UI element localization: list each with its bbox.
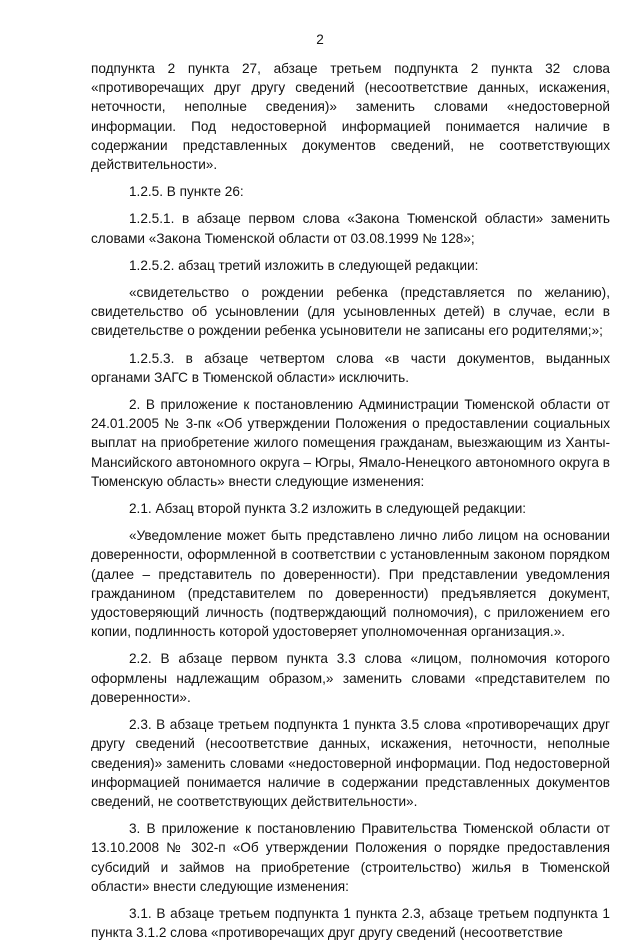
paragraph: 1.2.5. В пункте 26: (129, 184, 244, 200)
paragraph: 2.1. Абзац второй пункта 3.2 изложить в следующей редакции: (129, 501, 527, 517)
paragraph: 3.1. В абзаце третьем подпункта 1 пункта 2.3, абзаце третьем подпункта 1 пункта 3.1.2 слова «противоречащих друг другу сведений (несоответствие (91, 905, 610, 941)
paragraph: 2. В приложение к постановлению Администрации Тюменской области от 24.01.2005 № 3-пк «Об утверждении Положения о предоставлении социальных выплат на приобретение жилого помещения гражданам, выезжающим из Ханты-Мансийского автономного округа – Югры, Ямало-Ненецкого автономного округа в Тюменскую область» внести следующие изменения: (91, 397, 610, 489)
paragraph: 1.2.5.1. в абзаце первом слова «Закона Тюменской области» заменить словами «Закона Тюменской области от 03.08.1999 № 128»; (91, 211, 610, 246)
paragraph: подпункта 2 пункта 27, абзаце третьем подпункта 2 пункта 32 слова «противоречащих друг другу сведений (несоответствие данных, искажения, неточности, неполные сведения)» заменить словами «недостоверной информации. Под недостоверной информацией понимается наличие в содержании представленных документов сведений, не соответствующих действительности». (91, 61, 610, 173)
paragraph: 3. В приложение к постановлению Правительства Тюменской области от 13.10.2008 № 302-п «Об утверждении Положения о порядке предоставления субсидий и займов на приобретение (строительство) жилья в Тюменской области» внести следующие изменения: (91, 821, 610, 894)
paragraph: 1.2.5.2. абзац третий изложить в следующей редакции: (129, 257, 479, 273)
document-body (91, 59, 610, 950)
paragraph: «свидетельство о рождении ребенка (представляется по желанию), свидетельство об усыновлении (для усыновленных детей) в случае, если в свидетельстве о рождении ребенка усыновители не записаны его родителями;»; (91, 285, 610, 339)
paragraph: 2.2. В абзаце первом пункта 3.3 слова «лицом, полномочия которого оформлены надлежащим образом,» заменить словами «представителем по доверенности». (91, 651, 610, 705)
paragraph: 2.3. В абзаце третьем подпункта 1 пункта 3.5 слова «противоречащих друг другу сведений (несоответствие данных, искажения, неточности, неполные сведения)» заменить словами «недостоверной информации. Под недостоверной информацией понимается наличие в содержании представленных документов сведений, не соответствующих действительности». (91, 717, 610, 809)
page-number: 2 (316, 32, 324, 47)
paragraph: «Уведомление может быть представлено лично либо лицом на основании доверенности, оформленной в соответствии с установленным законом порядком (далее – представитель по доверенности). При представлении уведомления гражданином (представителем по доверенности) предъявляется документ, удостоверяющий личность (подтверждающий полномочия), с приложением его копии, подлинность которой удостоверяет уполномоченная организация.». (91, 528, 610, 640)
paragraph: 1.2.5.3. в абзаце четвертом слова «в части документов, выданных органами ЗАГС в Тюменской области» исключить. (91, 350, 610, 385)
